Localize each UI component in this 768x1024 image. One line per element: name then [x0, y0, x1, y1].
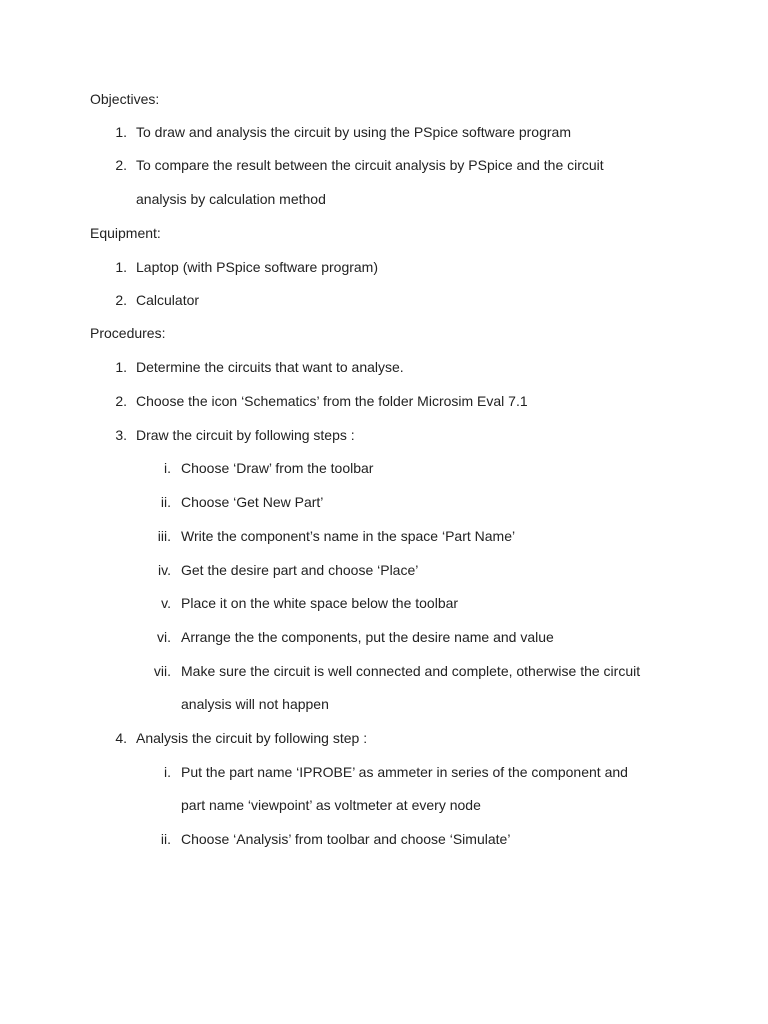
procedure-4-sub-2-text: Choose ‘Analysis’ from toolbar and choose ‘Simulate’	[181, 831, 511, 847]
objective-2-text: To compare the result between the circuit analysis by PSpice and the circuit	[136, 157, 604, 173]
procedure-1-marker: 1.	[115, 359, 127, 375]
procedure-3-sub-1-marker: i.	[164, 460, 171, 476]
procedure-3-marker: 3.	[115, 427, 127, 443]
procedure-4-sub-2-marker: ii.	[160, 831, 171, 847]
procedure-3-sub-7-text: Make sure the circuit is well connected and complete, otherwise the circuit	[181, 663, 641, 679]
procedure-2-text: Choose the icon ‘Schematics’ from the folder Microsim Eval 7.1	[136, 393, 528, 409]
procedure-3-sub-7-text-cont: analysis will not happen	[181, 696, 329, 712]
procedure-3-sub-2-text: Choose ‘Get New Part’	[181, 494, 324, 510]
procedure-3-sub-1-text: Choose ‘Draw’ from the toolbar	[181, 460, 374, 476]
objectives-heading: Objectives:	[90, 91, 160, 107]
procedure-3-text: Draw the circuit by following steps :	[136, 427, 355, 443]
equipment-heading: Equipment:	[90, 225, 161, 241]
procedure-3-sub-2-marker: ii.	[160, 494, 171, 510]
procedure-4-text: Analysis the circuit by following step :	[136, 730, 368, 746]
procedure-3-sub-6-marker: vi.	[157, 629, 171, 645]
procedures-heading: Procedures:	[90, 325, 166, 341]
procedure-3-sub-5-text: Place it on the white space below the toolbar	[181, 595, 459, 611]
procedure-3-sub-4-text: Get the desire part and choose ‘Place’	[181, 562, 419, 578]
procedure-3-sub-3-text: Write the component’s name in the space ‘Part Name’	[181, 528, 516, 544]
equipment-2-text: Calculator	[136, 292, 200, 308]
procedure-3-sub-5-marker: v.	[161, 595, 171, 611]
procedure-3-sub-7-marker: vii.	[153, 663, 171, 679]
equipment-2-marker: 2.	[115, 292, 127, 308]
procedure-3-sub-4-marker: iv.	[158, 562, 171, 578]
procedure-4-marker: 4.	[115, 730, 127, 746]
equipment-1-marker: 1.	[115, 259, 127, 275]
procedure-1-text: Determine the circuits that want to analyse.	[136, 359, 404, 375]
procedure-3-sub-3-marker: iii.	[157, 528, 171, 544]
procedure-2-marker: 2.	[115, 393, 127, 409]
objective-1-text: To draw and analysis the circuit by using the PSpice software program	[136, 124, 571, 140]
objective-1-marker: 1.	[115, 124, 127, 140]
procedure-3-sub-6-text: Arrange the the components, put the desire name and value	[181, 629, 554, 645]
equipment-1-text: Laptop (with PSpice software program)	[136, 259, 378, 275]
objective-2-text-cont: analysis by calculation method	[136, 191, 326, 207]
objective-2-marker: 2.	[115, 157, 127, 173]
procedure-4-sub-1-marker: i.	[164, 764, 171, 780]
procedure-4-sub-1-text: Put the part name ‘IPROBE’ as ammeter in series of the component and	[181, 764, 628, 780]
procedure-4-sub-1-text-cont: part name ‘viewpoint’ as voltmeter at every node	[181, 797, 481, 813]
